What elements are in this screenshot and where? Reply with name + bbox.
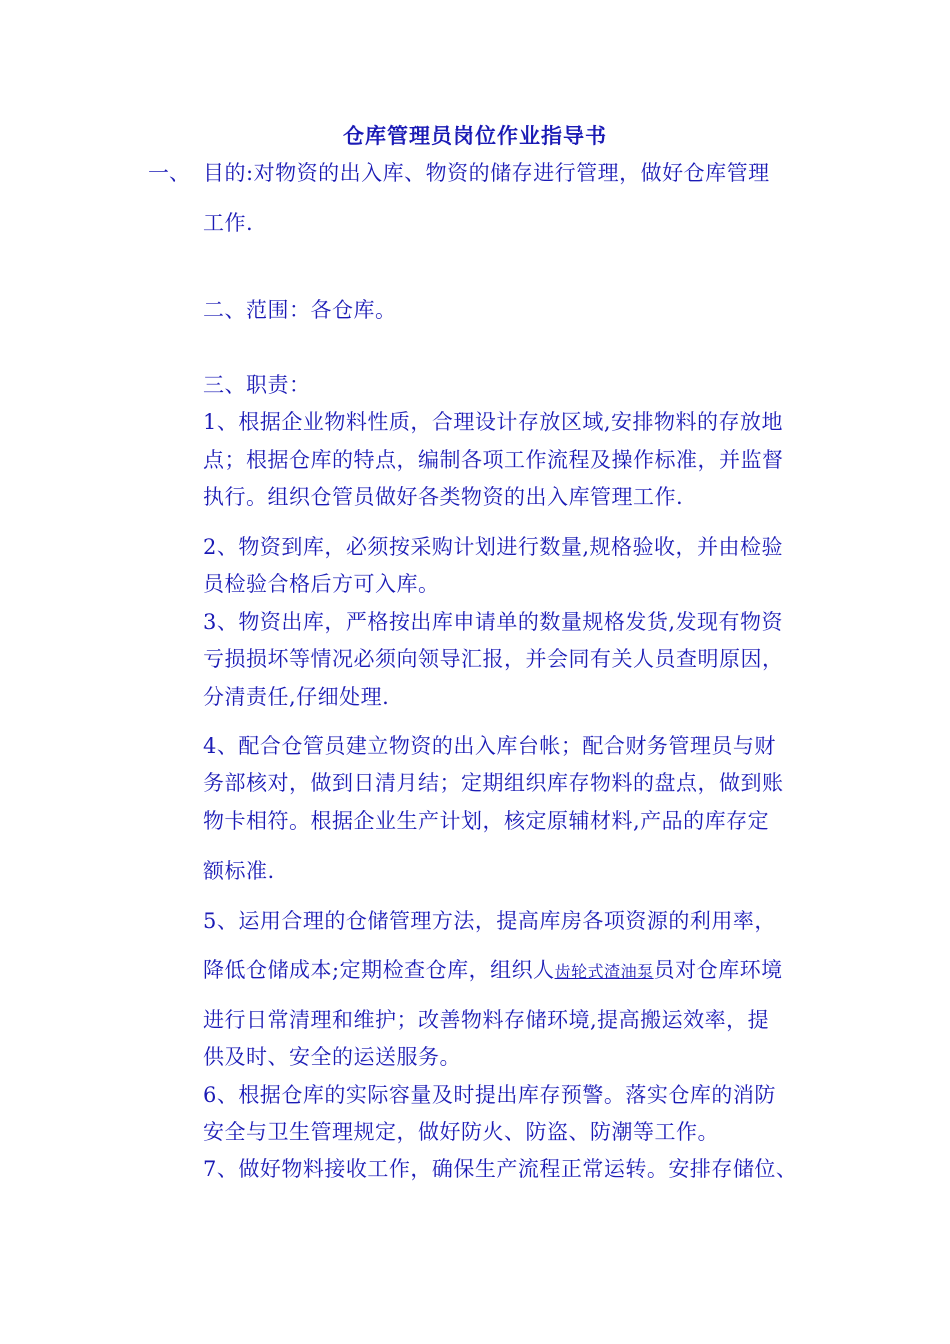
- section-1-line-2: 工作.: [203, 211, 254, 235]
- item-5-line-2-after: 员对仓库环境: [653, 958, 783, 982]
- item-4-line-2: 务部核对，做到日清月结；定期组织库存物料的盘点，做到账: [203, 771, 784, 795]
- item-6-line-1: 6、根据仓库的实际容量及时提出库存预警。落实仓库的消防: [203, 1083, 776, 1107]
- item-4-line-4: 额标准.: [203, 859, 275, 883]
- document-title: 仓库管理员岗位作业指导书: [343, 123, 607, 148]
- item-3-line-1: 3、物资出库，严格按出库申请单的数量规格发货,发现有物资: [203, 610, 784, 634]
- item-5-line-4: 供及时、安全的运送服务。: [203, 1045, 461, 1069]
- section-1-line-1: 目的:对物资的出入库、物资的储存进行管理，做好仓库管理: [203, 161, 770, 185]
- product-link[interactable]: 齿轮式渣油泵: [554, 962, 654, 981]
- section-1-marker: 一、: [148, 161, 190, 185]
- item-3-line-2: 亏损损坏等情况必须向领导汇报，并会同有关人员查明原因，: [203, 647, 784, 671]
- item-7-line-1: 7、做好物料接收工作，确保生产流程正常运转。安排存储位、: [203, 1157, 798, 1181]
- section-3-heading: 三、职责：: [203, 373, 311, 397]
- item-2-line-1: 2、物资到库，必须按采购计划进行数量,规格验收，并由检验: [203, 535, 784, 559]
- item-5-line-2-before: 降低仓储成本;定期检查仓库，组织人: [203, 958, 555, 982]
- item-4-line-3: 物卡相符。根据企业生产计划，核定原辅材料,产品的库存定: [203, 809, 770, 833]
- item-4-line-1: 4、配合仓管员建立物资的出入库台帐；配合财务管理员与财: [203, 734, 776, 758]
- item-1-line-1: 1、根据企业物料性质，合理设计存放区域,安排物料的存放地: [203, 410, 784, 434]
- item-3-line-3: 分清责任,仔细处理.: [203, 685, 390, 709]
- item-5-line-3: 进行日常清理和维护；改善物料存储环境,提高搬运效率，提: [203, 1008, 770, 1032]
- item-6-line-2: 安全与卫生管理规定，做好防火、防盗、防潮等工作。: [203, 1120, 719, 1144]
- item-1-line-2: 点；根据仓库的特点，编制各项工作流程及操作标准，并监督: [203, 448, 784, 472]
- section-2-scope: 二、范围：各仓库。: [203, 298, 397, 322]
- item-5-line-2: [203, 955, 783, 987]
- item-5-line-1: 5、运用合理的仓储管理方法，提高库房各项资源的利用率，: [203, 909, 776, 933]
- item-2-line-2: 员检验合格后方可入库。: [203, 572, 440, 596]
- item-1-line-3: 执行。组织仓管员做好各类物资的出入库管理工作.: [203, 485, 684, 509]
